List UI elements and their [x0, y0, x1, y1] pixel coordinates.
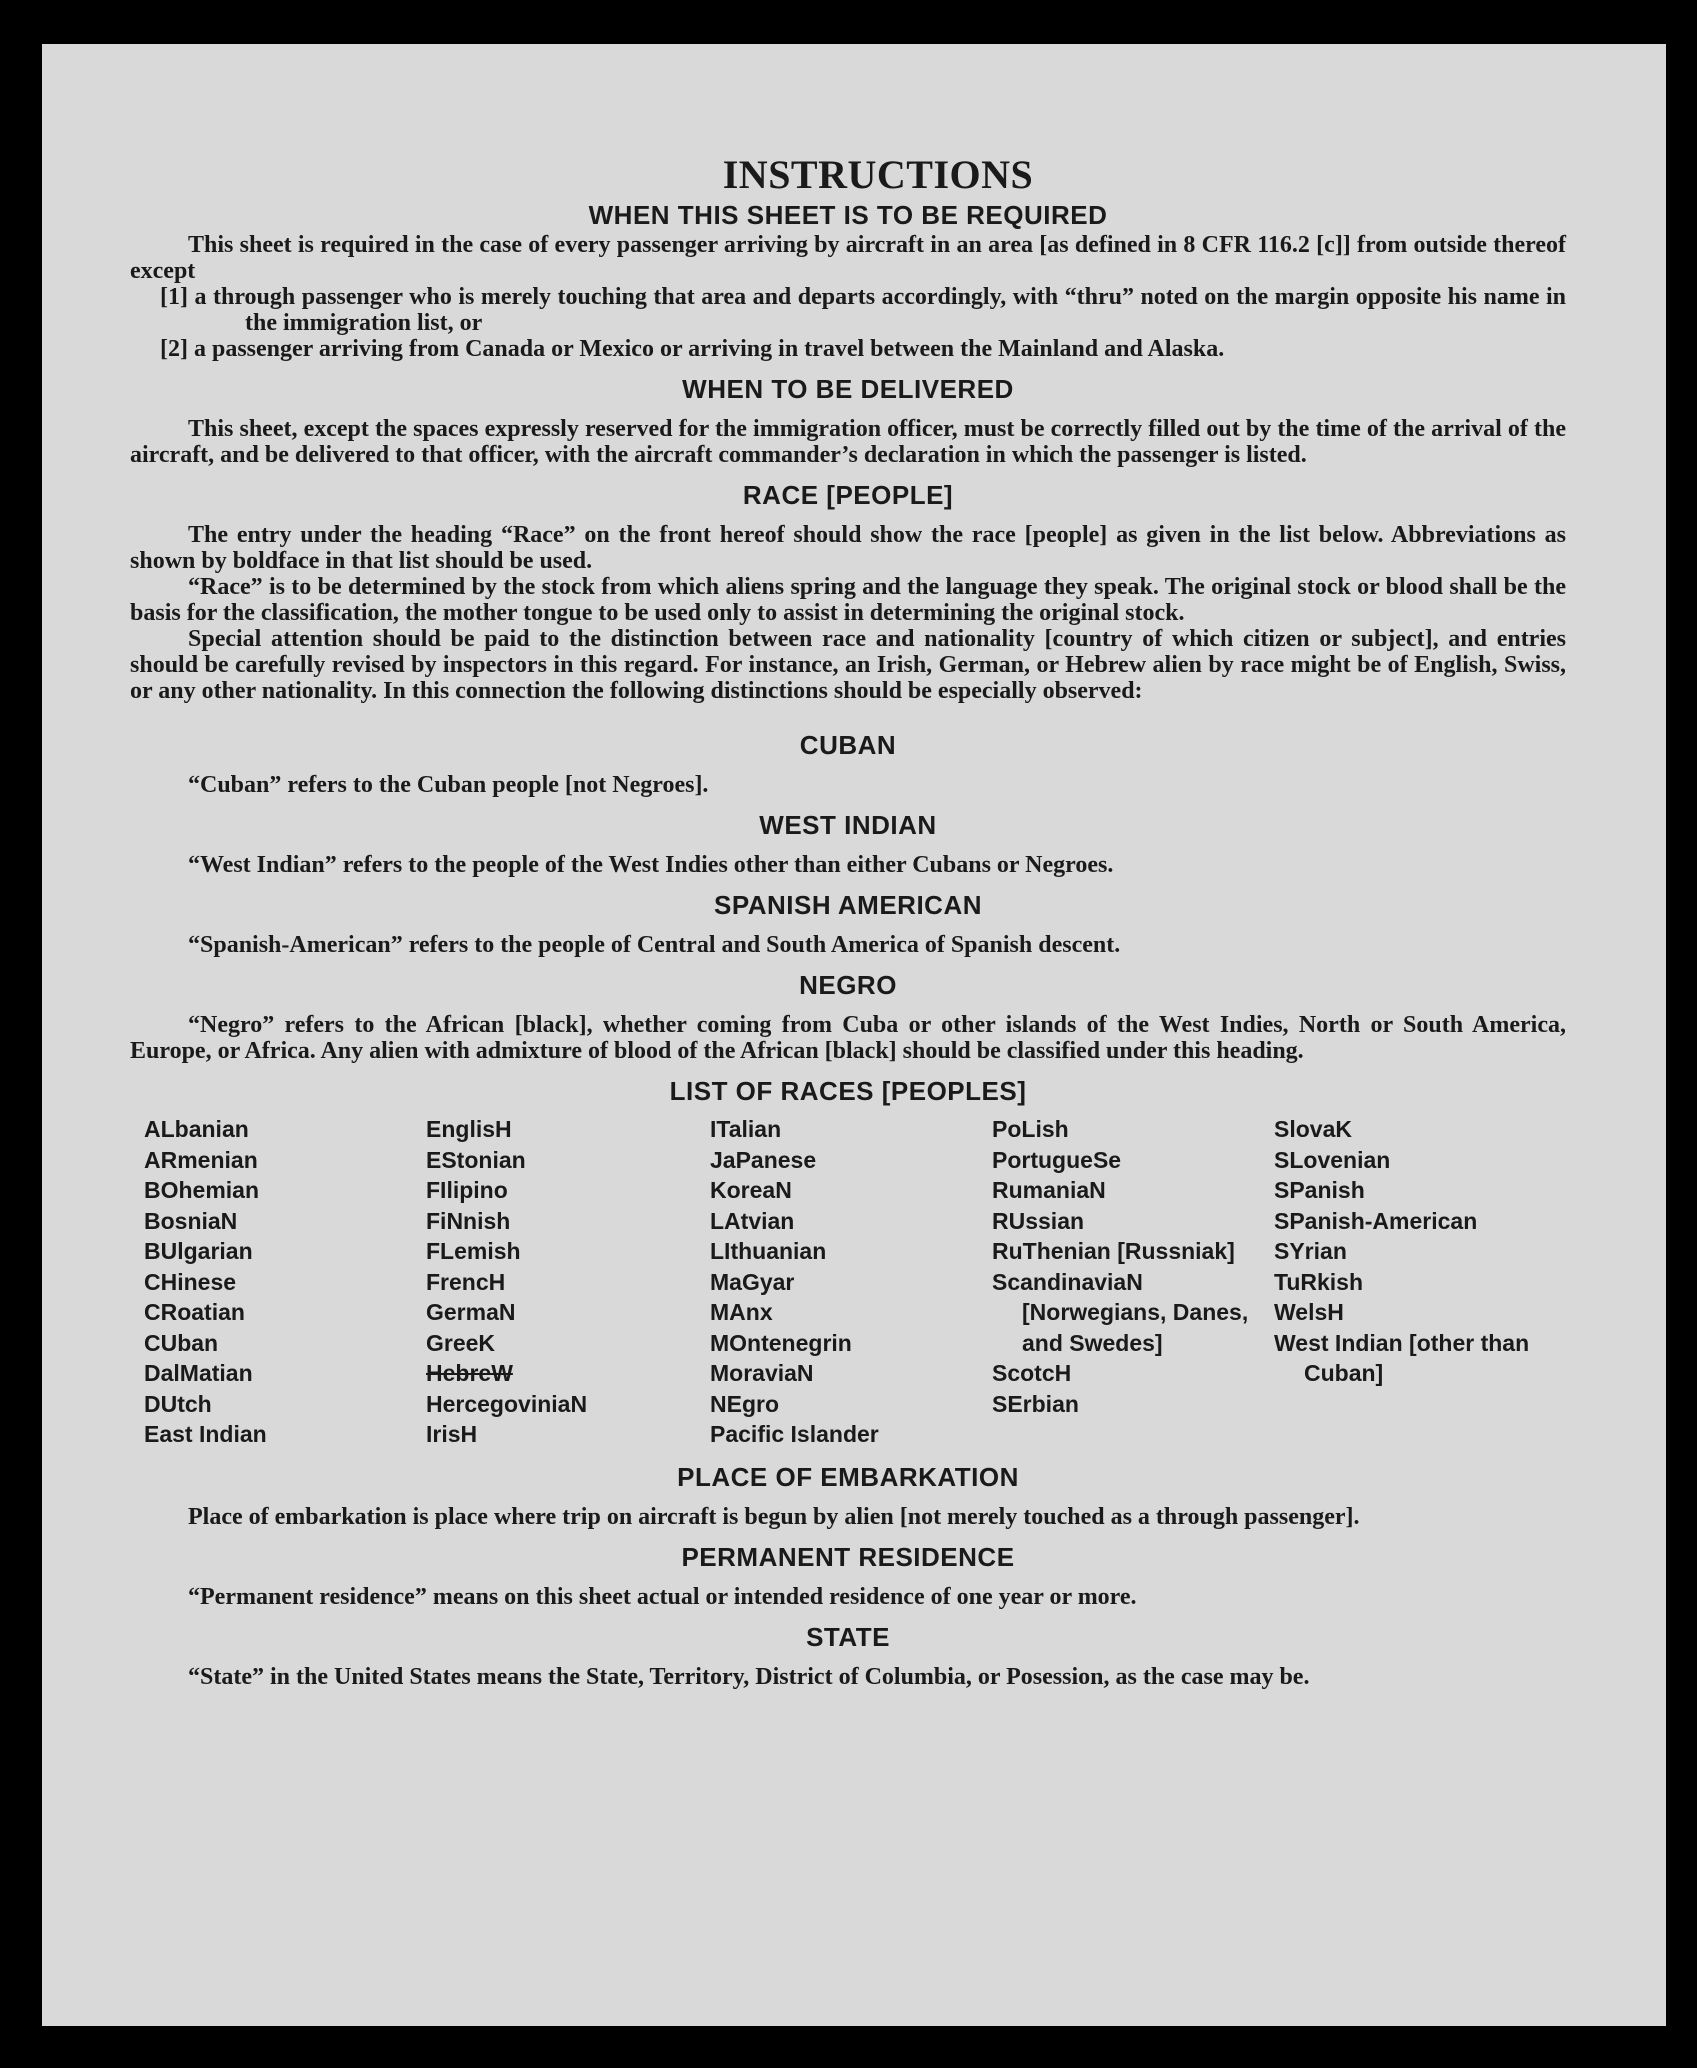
- race-item: MOntenegrin: [710, 1329, 852, 1356]
- races-list: [130, 1114, 1566, 1450]
- race-item: RuThenian [Russniak]: [992, 1238, 1235, 1264]
- embarkation-text: Place of embarkation is place where trip on aircraft is begun by alien [not merely touched as a through passenger].: [188, 1503, 1360, 1530]
- state-text: “State” in the United States means the State, Territory, District of Columbia, or Posession, as the case may be.: [188, 1663, 1310, 1690]
- heading-list-of-races: LIST OF RACES [PEOPLES]: [669, 1076, 1027, 1106]
- race-item: ARmenian: [144, 1146, 258, 1173]
- race-item: ALbanian: [144, 1116, 249, 1142]
- race-item: HebreW: [426, 1360, 513, 1386]
- residence-text: “Permanent residence” means on this sheet actual or intended residence of one year or more.: [188, 1583, 1137, 1610]
- race-item: SLovenian: [1274, 1146, 1391, 1173]
- spanish-american-text: “Spanish-American” refers to the people of Central and South America of Spanish descent.: [188, 932, 1121, 958]
- race-item: DUtch: [144, 1390, 212, 1417]
- race-item: CUban: [144, 1329, 219, 1356]
- heading-place-of-embarkation: PLACE OF EMBARKATION: [677, 1461, 1019, 1492]
- document-sheet: [42, 44, 1666, 2026]
- race-item: PortugueSe: [992, 1146, 1122, 1173]
- cuban-text: “Cuban” refers to the Cuban people [not Negroes].: [188, 772, 709, 798]
- races-column-2: [426, 1114, 710, 1450]
- heading-cuban: CUBAN: [799, 730, 897, 760]
- race-item: MoraviaN: [710, 1360, 814, 1386]
- races-column-1: [144, 1114, 426, 1450]
- race-paragraph-3: Special attention should be paid to the distinction between race and nationality [country of which citizen or subject], and entries should be carefully revised by inspectors in this regard. For instance, an Irish, German, or Hebrew alien by race might be of English, Swiss, or any other nationality. In this connection the following distinctions should be especially observed:: [130, 626, 1566, 704]
- heading-when-delivered: WHEN TO BE DELIVERED: [682, 374, 1014, 404]
- race-paragraph-2: “Race” is to be determined by the stock from which aliens spring and the language they speak. The original stock or blood shall be the basis for the classification, the mother tongue to be used only to assist in determining the original stock.: [130, 574, 1566, 626]
- race-item: NEgro: [710, 1390, 779, 1417]
- race-item: MaGyar: [710, 1268, 795, 1295]
- exception-1: [1] a through passenger who is merely touching that area and departs accordingly, with “thru” noted on the margin opposite his name in the immigration list, or: [160, 284, 1566, 336]
- race-item: GermaN: [426, 1299, 516, 1325]
- race-item: RUssian: [992, 1207, 1085, 1234]
- west-indian-text: “West Indian” refers to the people of the West Indies other than either Cubans or Negroes.: [188, 852, 1114, 878]
- race-item: West Indian [other than Cuban]: [1274, 1329, 1530, 1386]
- race-item: SPanish-American: [1274, 1207, 1478, 1234]
- race-item: SErbian: [992, 1390, 1079, 1417]
- race-item: JaPanese: [710, 1146, 817, 1173]
- race-item: ScandinaviaN [Norwegians, Danes, and Swedes]: [992, 1268, 1249, 1356]
- race-item: BOhemian: [144, 1177, 260, 1203]
- race-item: MAnx: [710, 1299, 773, 1325]
- race-item: BosniaN: [144, 1207, 238, 1234]
- race-item: Pacific Islander: [710, 1421, 879, 1447]
- race-item: ScotcH: [992, 1360, 1072, 1386]
- race-item: WelsH: [1274, 1299, 1344, 1325]
- race-item: DalMatian: [144, 1360, 253, 1386]
- race-item: IrisH: [426, 1421, 478, 1447]
- race-item: HercegoviniaN: [426, 1390, 588, 1417]
- race-item: FIlipino: [426, 1177, 508, 1203]
- races-column-4: [992, 1114, 1274, 1450]
- race-item: TuRkish: [1274, 1268, 1364, 1295]
- race-item: East Indian: [144, 1421, 267, 1447]
- race-item: SYrian: [1274, 1238, 1347, 1264]
- race-item: FrencH: [426, 1268, 506, 1295]
- race-item: GreeK: [426, 1329, 496, 1356]
- race-item: ITalian: [710, 1116, 782, 1142]
- race-item: FLemish: [426, 1238, 521, 1264]
- race-item: PoLish: [992, 1116, 1069, 1142]
- race-item: RumaniaN: [992, 1177, 1106, 1203]
- race-item: CHinese: [144, 1268, 237, 1295]
- heading-west-indian: WEST INDIAN: [759, 810, 937, 840]
- races-column-3: [710, 1114, 992, 1450]
- race-item: EnglisH: [426, 1116, 512, 1142]
- heading-state: STATE: [806, 1621, 890, 1652]
- race-item: LIthuanian: [710, 1238, 827, 1264]
- heading-permanent-residence: PERMANENT RESIDENCE: [681, 1541, 1015, 1572]
- race-item: KoreaN: [710, 1177, 792, 1203]
- race-item: BUlgarian: [144, 1238, 253, 1264]
- races-column-5: [1274, 1114, 1574, 1450]
- exception-2: [2] a passenger arriving from Canada or Mexico or arriving in travel between the Mainland and Alaska.: [160, 336, 1225, 362]
- page-title: INSTRUCTIONS: [722, 152, 1034, 197]
- negro-text: “Negro” refers to the African [black], whether coming from Cuba or other islands of the West Indies, North or South America, Europe, or Africa. Any alien with admixture of blood of the African [black] should be classified under this heading.: [130, 1012, 1566, 1064]
- heading-negro: NEGRO: [799, 970, 897, 1000]
- heading-race: RACE [PEOPLE]: [742, 480, 954, 510]
- heading-when-required: WHEN THIS SHEET IS TO BE REQUIRED: [588, 200, 1108, 230]
- race-item: CRoatian: [144, 1299, 245, 1325]
- delivered-text: This sheet, except the spaces expressly reserved for the immigration officer, must be correctly filled out by the time of the arrival of the aircraft, and be delivered to that officer, with the aircraft commander’s declaration in which the passenger is listed.: [130, 416, 1566, 468]
- race-item: EStonian: [426, 1146, 526, 1173]
- required-intro: This sheet is required in the case of every passenger arriving by aircraft in an area [as defined in 8 CFR 116.2 [c]] from outside thereof except: [130, 232, 1566, 284]
- race-item: LAtvian: [710, 1207, 795, 1234]
- heading-spanish-american: SPANISH AMERICAN: [713, 890, 982, 920]
- race-item: SlovaK: [1274, 1116, 1352, 1142]
- race-item: FiNnish: [426, 1207, 511, 1234]
- race-item: SPanish: [1274, 1177, 1365, 1203]
- race-paragraph-1: The entry under the heading “Race” on the front hereof should show the race [people] as given in the list below. Abbreviations as shown by boldface in that list should be used.: [130, 522, 1566, 574]
